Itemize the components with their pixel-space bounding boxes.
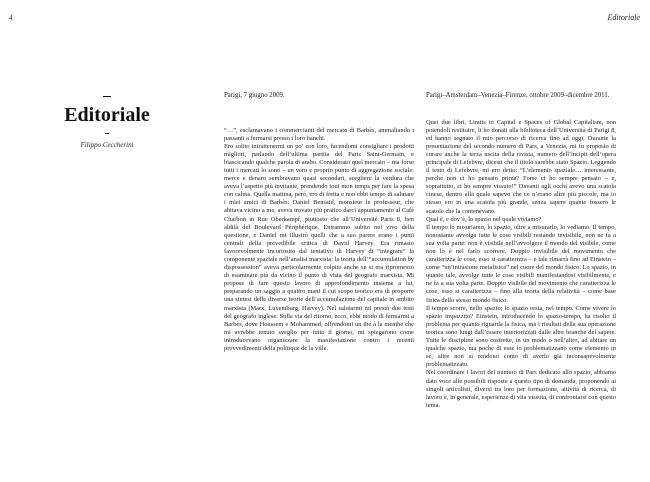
paragraph: “…”, esclamavano i commercianti del mercato di Barbès, ammaliando i passanti a fermarsi presso i loro banchi. (224, 126, 414, 142)
running-head: Editoriale (607, 13, 640, 22)
text-column-left (224, 92, 414, 353)
title-rule (103, 96, 111, 97)
paragraph: Il tempo scorre, nello spazio; lo spazio resta, nel tempo. Come vivere lo spazio impazzito? Einstein, introducendo lo spazio-tempo, ha risolto il problema per quanto riguarda la fisica, ma i risultati della sua operazione teorica sono lungi dall’essere interiorizzati dalle altre branche del sapere. Tutte le discipline sono costrette, in un modo o nell’altro, ad abitare un qualche spazio, ma poche di esse lo problematizzano come elemento in sé, altre non si rendono conto di averlo già inconsapevolmente problematizzato. (426, 304, 616, 369)
dateline: Parigi–Amsterdam–Venezia–Firenze, ottobre 2009–dicembre 2011. (426, 92, 610, 99)
page-number: 4 (9, 14, 13, 22)
paragraph: Nel coordinare i lavori del numero di Pars dedicato allo spazio, abbiamo dato voce alle possibili risposte a questo tipo di domanda, proponendo ai singoli articolisti, diversi tra loro per formazione, attività di ricerca, di lavoro e, in generale, esperienze di vita vissuta, di confrontarsi con questo tema. (426, 369, 616, 409)
paragraph: Quei due libri, Limits to Capital e Spaces of Global Capitalism, non potendoli restituire, li ho donati alla biblioteca dell’Università di Parigi 8, ed hanno segnato il mio percorso di ricerca fino ad oggi. Durante la presentazione del secondo numero di Pars, a Venezia, mi fu proposto di curare anche la terza uscita della rivista, numero dell’incipit dell’opera principale di Lefebvre, dicesti che il titolo sarebbe stato Spazio. Leggendo il testo di Lefebvre, mi ero detto: “L’elemento spaziale… interessante, perché non ci ho pensato prima? Forse ci ho sempre pensato – e, soprattutto, ci ho sempre vissuto!” Davanti agli occhi avevo una scatola cinese, dentro alla quale sapevo che ce n’erano altre più piccole, ma io stesso ero in una scatola più grande, senza sapere quante fossero le scatole che la contenevano. (426, 118, 616, 215)
dateline: Parigi, 7 giugno 2009. (224, 92, 285, 99)
paragraph: Il tempo lo misuriamo, lo spazio, oltre a misurarlo, lo vediamo. Il tempo, nonostante avvolga tutte le cose visibili restando invisibile, non ne fa a sua volta parte: non è visibile nell’avvolgere il mondo del visibile, come non lo è nel farlo scorrere. Doppio invisibile del movimento che caratterizza le cose, esso si caratterizza – e tale rimarrà fino ad Einstein – come “un’intrasione metafisica” nel cuore del mondo fisico. Lo spazio, in quanto tale, avvolge tutte le cose visibili manifestandosi visibilmente, e ne fa a sua volta parte. Doppio visibile del movimento che caratterizza le cose, esso si caratterizza – fino alla teoria della relatività – come base fisica dello stesso mondo fisico. (426, 223, 616, 304)
paragraph: Qual è, e dov’è, lo spazio nel quale viviamo? (426, 215, 542, 223)
text-column-right (426, 92, 616, 410)
article-title: Editoriale (64, 104, 150, 126)
author-rule (105, 133, 109, 134)
paragraph: Ero solito intrattenermi un po’ con loro, facendomi consigliare i prodotti migliori, parlando dell’ultima partita del Paris Saint-Germain, e biascicando qualche parola di arabo. Considerato quel mercato – ma forse tutti i mercati lo sono – un vero e proprio punto di aggregazione sociale: merce e denaro sembravano quasi secondari, scegliere la verdura che aveva l’aspetto più invitante, prendendo tout mon temps per fare la spesa con calma. Quella mattina, però, ero di fretta e non ebbi tempo di salutare i miei amici di Barbès: Daniel Bensaïd, monsieur le professeur, che abitava vicino a me, aveva trovato più pratico darci appuntamento al Café Charbon in Rue Oberkampf, piuttosto che all’Université Paris 8, ben aldilà del Boulevard Périphérique. Entrammo subito nel vivo della questione, e Daniel mi illustrò quelli che a suo parere erano i punti centrali della prevedibile critica di David Harvey. Era rimasto favorevolmente incuriosito dal tentativo di Harvey di “integrare” la componente spaziale nell’analisi marxista: la teoria dell’“accumulation by dispossession” aveva particolarmente colpito anche se si era ripromesso di esaminare più da vicino il punto di vista del geografo marxista. Mi propose di fare questo lavoro di approfondimento insieme a lui, preparando un saggio a quattro mani il cui scopo teorico era di proporre una sintesi delle diverse teorie dell’accumulazione del capitale in ambito marxista (Marx, Luxemburg, Harvey). Nel salutarmi mi prestò due testi del geografo inglese. Sulla via del ritorno, ecco, ebbi modo di fermarmi a Barbès, dove Houssem e Mohammed, offrendomi un thé à la menthe che mi avrebbe tenuto sveglio per tutto il giorno, mi spiegarono come introducevano organizzare la manifestazione contro i recenti provvedimenti della politique de la ville. (224, 142, 414, 353)
article-author: Filippo Ceccherini (80, 141, 134, 149)
